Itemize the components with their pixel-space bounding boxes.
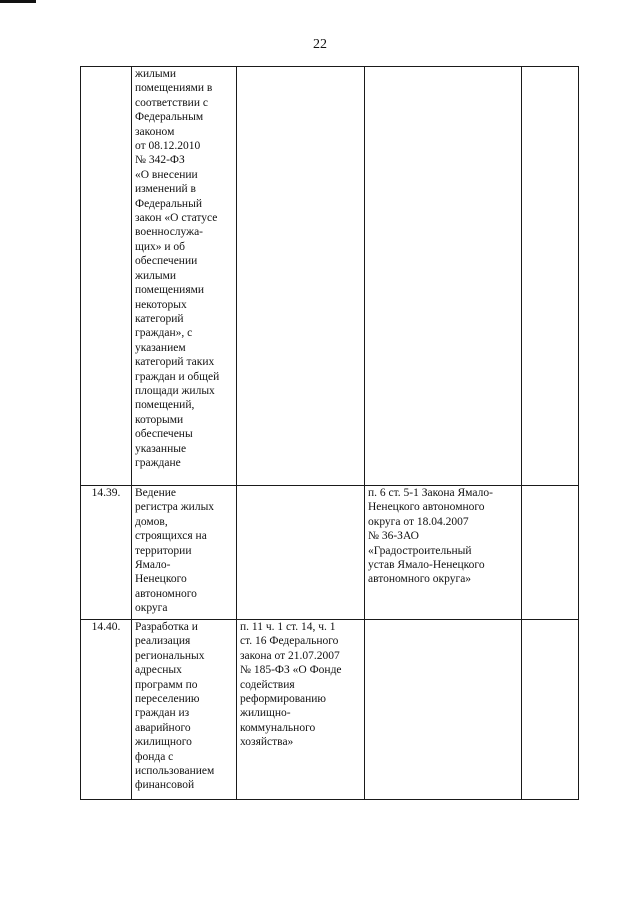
cell-text-line: площади жилых — [135, 384, 215, 397]
cell-text-line: коммунального — [240, 721, 316, 734]
cell-text-line: № 185-ФЗ «О Фонде — [240, 664, 342, 677]
cell-text-line: которыми — [135, 413, 184, 426]
cell-text-line: адресных — [135, 664, 182, 677]
cell-text-line: категорий — [135, 312, 184, 325]
regional-basis-cell — [365, 486, 522, 620]
cell-text-line: программ по — [135, 678, 198, 691]
cell-text-line: Федеральным — [135, 111, 204, 124]
cell-text-line: указанием — [135, 341, 186, 354]
cell-text-line: № 342-ФЗ — [135, 154, 185, 167]
cell-text-line: автономного округа» — [368, 573, 472, 586]
cell-text-line: жилищно- — [240, 707, 291, 720]
cell-text-line: Ненецкого автономного — [368, 501, 485, 514]
cell-text-line: жилыми — [135, 269, 176, 282]
cell-text-line: жилищного — [135, 736, 192, 749]
cell-text-line: жилыми — [135, 68, 176, 80]
row-number-cell — [81, 67, 132, 486]
cell-text-line: Ямало- — [135, 559, 171, 572]
row-number-cell: 14.39. — [81, 486, 132, 620]
cell-text-line: п. 6 ст. 5-1 Закона Ямало- — [368, 487, 493, 499]
table-row — [81, 67, 579, 486]
cell-text-line: домов, — [135, 515, 168, 528]
cell-text-line: переселению — [135, 693, 200, 706]
extra-cell — [522, 486, 579, 620]
cell-text-line: реализация — [135, 635, 191, 648]
cell-text-line: ст. 16 Федерального — [240, 635, 339, 648]
cell-text-line: помещениями в — [135, 82, 213, 95]
cell-text-line: Ненецкого — [135, 573, 187, 586]
cell-text-line: округа — [135, 602, 168, 615]
federal-basis-cell — [237, 620, 365, 800]
cell-text-line: помещениями — [135, 284, 205, 297]
cell-text-line: соответствии с — [135, 96, 208, 109]
cell-text-line: закона от 21.07.2007 — [240, 649, 340, 662]
cell-text-line: Федеральный — [135, 197, 202, 210]
scan-corner-mark — [0, 0, 36, 3]
extra-cell — [522, 620, 579, 800]
cell-text-line: Ведение — [135, 487, 176, 499]
power-name-cell — [132, 486, 237, 620]
cell-text-line: «О внесении — [135, 168, 198, 181]
cell-text-line: хозяйства» — [240, 736, 294, 749]
cell-text-line: использованием — [135, 765, 215, 778]
table-row — [81, 486, 579, 620]
cell-text-line: аварийного — [135, 721, 191, 734]
cell-text-line: п. 11 ч. 1 ст. 14, ч. 1 — [240, 621, 336, 633]
federal-basis-cell — [237, 486, 365, 620]
federal-basis-cell — [237, 67, 365, 486]
cell-text-line: граждан из — [135, 707, 190, 720]
cell-text-line: округа от 18.04.2007 — [368, 515, 469, 528]
cell-text-line: содействия — [240, 678, 295, 691]
cell-text-line: от 08.12.2010 — [135, 140, 201, 153]
cell-text-line: граждане — [135, 456, 181, 469]
cell-text-line: военнослужа- — [135, 226, 204, 239]
cell-text-line: законом — [135, 125, 175, 138]
cell-text-line: региональных — [135, 649, 205, 662]
cell-text-line: реформированию — [240, 693, 326, 706]
cell-text-line: категорий таких — [135, 356, 215, 369]
cell-text-line: «Градостроительный — [368, 544, 472, 557]
cell-text-line: закон «О статусе — [135, 212, 218, 225]
cell-text-line: Разработка и — [135, 621, 198, 633]
powers-table — [80, 66, 579, 800]
cell-text-line: регистра жилых — [135, 501, 215, 514]
cell-text-line: обеспечении — [135, 255, 198, 268]
cell-text-line: граждан», с — [135, 327, 193, 340]
power-name-cell — [132, 67, 237, 486]
row-number-cell: 14.40. — [81, 620, 132, 800]
cell-text-line: обеспечены — [135, 428, 193, 441]
cell-text-line: изменений в — [135, 183, 196, 196]
regional-basis-cell — [365, 620, 522, 800]
regional-basis-cell — [365, 67, 522, 486]
cell-text-line: некоторых — [135, 298, 187, 311]
page-number: 22 — [313, 37, 327, 52]
cell-text-line: № 36-ЗАО — [368, 530, 419, 543]
cell-text-line: строящихся на — [135, 530, 207, 543]
cell-text-line: устав Ямало-Ненецкого — [368, 559, 485, 572]
cell-text-line: территории — [135, 544, 192, 557]
cell-text-line: щих» и об — [135, 240, 186, 253]
cell-text-line: граждан и общей — [135, 370, 220, 383]
power-name-cell — [132, 620, 237, 800]
cell-text-line: автономного — [135, 587, 197, 600]
extra-cell — [522, 67, 579, 486]
cell-text-line: фонда с — [135, 750, 174, 763]
table-row — [81, 620, 579, 800]
cell-text-line: указанные — [135, 442, 187, 455]
cell-text-line: финансовой — [135, 779, 195, 792]
cell-text-line: помещений, — [135, 399, 195, 412]
